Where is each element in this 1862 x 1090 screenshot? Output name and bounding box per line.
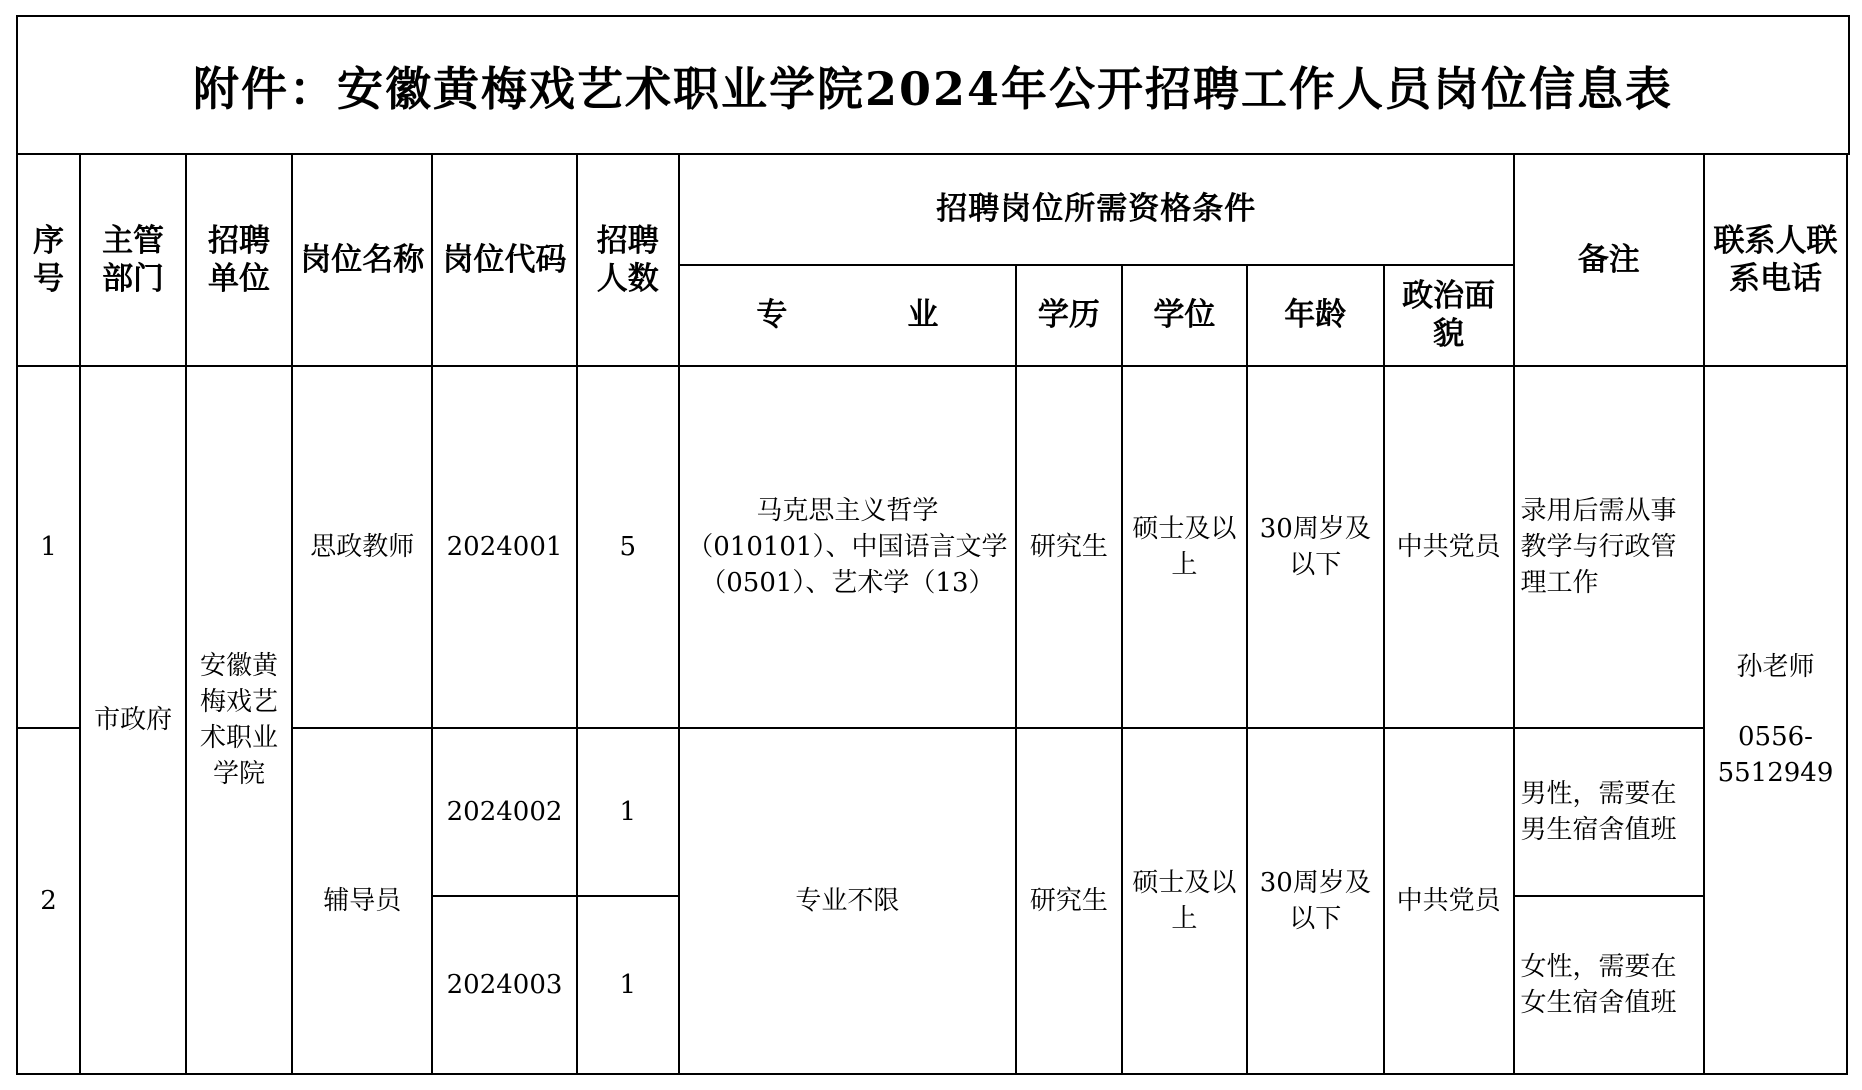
header-seq: 序号	[17, 154, 80, 366]
row2b-count: 1	[577, 896, 679, 1074]
row2a-remark: 男性，需要在男生宿舍值班	[1514, 728, 1704, 896]
row2-age: 30周岁及以下	[1247, 728, 1384, 1074]
recruitment-sheet	[16, 15, 1848, 1075]
row2-major: 专业不限	[679, 728, 1016, 1074]
header-row-1	[17, 154, 1847, 265]
header-major-b: 业	[907, 297, 939, 334]
row2a-post-code: 2024002	[432, 728, 576, 896]
unit-cell: 安徽黄梅戏艺术职业学院	[186, 366, 292, 1074]
header-count: 招聘人数	[577, 154, 679, 366]
header-qualifications: 招聘岗位所需资格条件	[679, 154, 1514, 265]
document-title: 附件：安徽黄梅戏艺术职业学院2024年公开招聘工作人员岗位信息表	[16, 15, 1850, 155]
recruitment-table	[16, 153, 1848, 1075]
row2-post-name: 辅导员	[292, 728, 432, 1074]
row2-political: 中共党员	[1384, 728, 1514, 1074]
header-unit: 招聘单位	[186, 154, 292, 366]
header-age: 年龄	[1247, 265, 1384, 366]
row2-degree: 硕士及以上	[1122, 728, 1247, 1074]
row1-count: 5	[577, 366, 679, 729]
row1-political: 中共党员	[1384, 366, 1514, 729]
row1-remark: 录用后需从事教学与行政管理工作	[1514, 366, 1704, 729]
header-political: 政治面貌	[1384, 265, 1514, 366]
row1-major: 马克思主义哲学（010101）、中国语言文学（0501）、艺术学（13）	[679, 366, 1016, 729]
header-post-name: 岗位名称	[292, 154, 432, 366]
dept-cell: 市政府	[80, 366, 186, 1074]
header-contact: 联系人联系电话	[1704, 154, 1847, 366]
row1-post-name: 思政教师	[292, 366, 432, 729]
row1-seq: 1	[17, 366, 80, 729]
row1-post-code: 2024001	[432, 366, 576, 729]
header-education: 学历	[1016, 265, 1122, 366]
row2-seq: 2	[17, 728, 80, 1074]
header-dept: 主管部门	[80, 154, 186, 366]
row2-education: 研究生	[1016, 728, 1122, 1074]
table-row	[17, 366, 1847, 729]
header-post-code: 岗位代码	[432, 154, 576, 366]
row2a-count: 1	[577, 728, 679, 896]
contact-name: 孙老师	[1736, 651, 1815, 682]
row2b-post-code: 2024003	[432, 896, 576, 1074]
contact-phone: 0556-5512949	[1717, 721, 1834, 788]
row1-degree: 硕士及以上	[1122, 366, 1247, 729]
header-major-a: 专	[756, 297, 788, 334]
table-row	[17, 728, 1847, 896]
row1-education: 研究生	[1016, 366, 1122, 729]
contact-cell	[1704, 366, 1847, 1074]
header-major	[679, 265, 1016, 366]
header-remark: 备注	[1514, 154, 1704, 366]
header-degree: 学位	[1122, 265, 1247, 366]
row1-age: 30周岁及以下	[1247, 366, 1384, 729]
row2b-remark: 女性，需要在女生宿舍值班	[1514, 896, 1704, 1074]
